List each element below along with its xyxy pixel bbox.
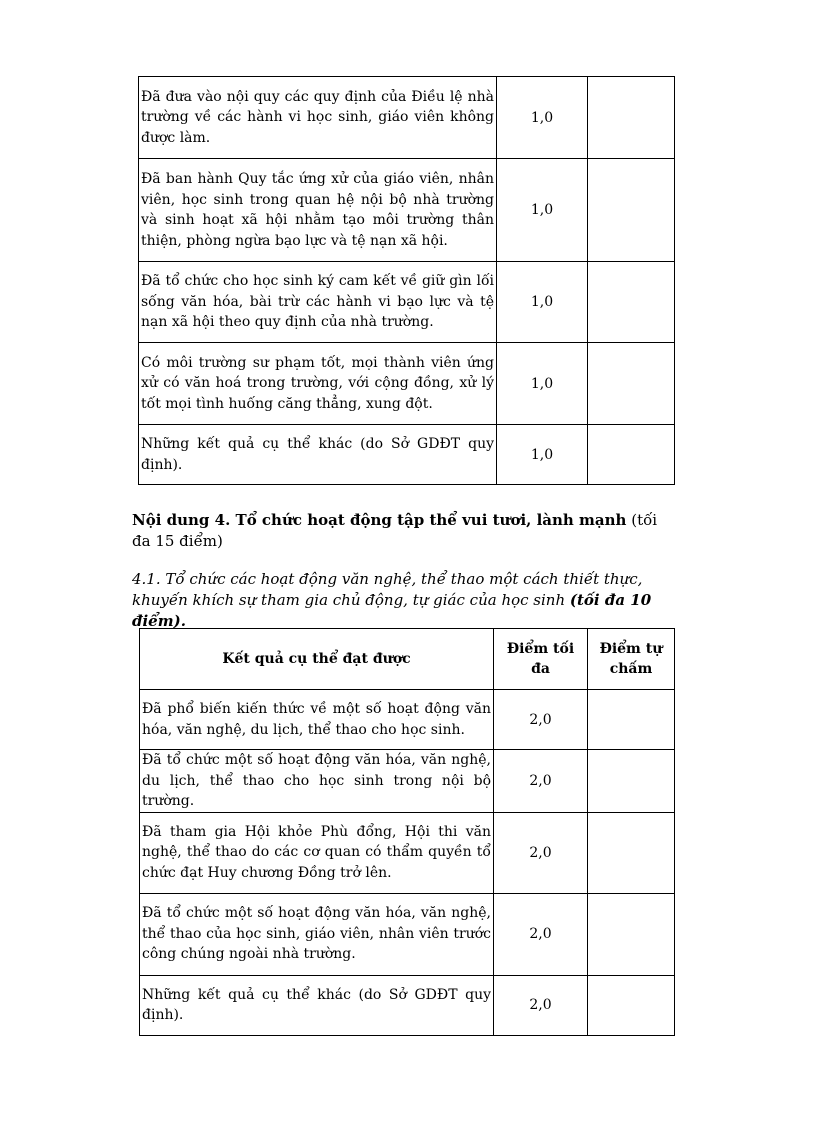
table-row	[139, 343, 675, 425]
table-row	[139, 425, 675, 485]
criterion-text: Đã phổ biến kiến thức về một số hoạt động văn hóa, văn nghệ, du lịch, thể thao cho học sinh.	[140, 690, 494, 750]
max-score: 2,0	[494, 812, 588, 893]
table-row	[139, 77, 675, 159]
table-header-row	[140, 629, 675, 690]
criterion-text: Đã tổ chức một số hoạt động văn hóa, văn nghệ, thể thao của học sinh, giáo viên, nhân viên trước công chúng ngoài nhà trường.	[140, 893, 494, 975]
criterion-text: Có môi trường sư phạm tốt, mọi thành viên ứng xử có văn hoá trong trường, với cộng đồng, xử lý tốt mọi tình huống căng thẳng, xung đột.	[139, 343, 497, 425]
table-row	[140, 975, 675, 1035]
column-header-max-score: Điểm tối đa	[494, 629, 588, 690]
criterion-text: Đã tổ chức một số hoạt động văn hóa, văn nghệ, du lịch, thể thao cho học sinh trong nội bộ trường.	[140, 750, 494, 813]
criterion-text: Những kết quả cụ thể khác (do Sở GDĐT quy định).	[140, 975, 494, 1035]
max-score: 1,0	[497, 159, 588, 262]
self-score-cell[interactable]	[588, 975, 675, 1035]
max-score: 1,0	[497, 343, 588, 425]
table-row	[140, 750, 675, 813]
criterion-text: Đã ban hành Quy tắc ứng xử của giáo viên, nhân viên, học sinh trong quan hệ nội bộ nhà trường và sinh hoạt xã hội nhằm tạo môi trường thân thiện, phòng ngừa bạo lực và tệ nạn xã hội.	[139, 159, 497, 262]
table-row	[139, 262, 675, 343]
criterion-text: Đã tổ chức cho học sinh ký cam kết về giữ gìn lối sống văn hóa, bài trừ các hành vi bạo lực và tệ nạn xã hội theo quy định của nhà trường.	[139, 262, 497, 343]
criterion-text: Những kết quả cụ thể khác (do Sở GDĐT quy định).	[139, 425, 497, 485]
section-4-heading	[132, 510, 662, 552]
column-header-self-score: Điểm tự chấm	[588, 629, 675, 690]
subsection-4-1-heading	[132, 569, 662, 632]
max-score: 2,0	[494, 893, 588, 975]
self-score-cell[interactable]	[588, 690, 675, 750]
max-score: 1,0	[497, 77, 588, 159]
self-score-cell[interactable]	[588, 812, 675, 893]
section-4-title: Nội dung 4. Tổ chức hoạt động tập thể vui tươi, lành mạnh	[132, 511, 627, 529]
self-score-cell[interactable]	[588, 159, 675, 262]
table-row	[140, 812, 675, 893]
section-4-max-points: (tối đa 15 điểm)	[132, 511, 658, 550]
self-score-cell[interactable]	[588, 425, 675, 485]
table-row	[140, 893, 675, 975]
max-score: 2,0	[494, 975, 588, 1035]
self-score-cell[interactable]	[588, 262, 675, 343]
max-score: 1,0	[497, 425, 588, 485]
criterion-text: Đã đưa vào nội quy các quy định của Điều lệ nhà trường về các hành vi học sinh, giáo viên không được làm.	[139, 77, 497, 159]
table-row	[139, 159, 675, 262]
column-header-results: Kết quả cụ thể đạt được	[140, 629, 494, 690]
max-score: 1,0	[497, 262, 588, 343]
criteria-table-1	[138, 76, 675, 485]
max-score: 2,0	[494, 750, 588, 813]
self-score-cell[interactable]	[588, 893, 675, 975]
self-score-cell[interactable]	[588, 77, 675, 159]
criteria-table-2	[139, 628, 675, 1036]
self-score-cell[interactable]	[588, 343, 675, 425]
self-score-cell[interactable]	[588, 750, 675, 813]
criterion-text: Đã tham gia Hội khỏe Phù đổng, Hội thi văn nghệ, thể thao do các cơ quan có thẩm quyền tổ chức đạt Huy chương Đồng trở lên.	[140, 812, 494, 893]
max-score: 2,0	[494, 690, 588, 750]
subsection-4-1-text: 4.1. Tổ chức các hoạt động văn nghệ, thể thao một cách thiết thực, khuyến khích sự tham gia chủ động, tự giác của học sinh	[132, 570, 643, 609]
subsection-4-1-max-points: (tối đa 10 điểm).	[132, 591, 652, 630]
table-row	[140, 690, 675, 750]
